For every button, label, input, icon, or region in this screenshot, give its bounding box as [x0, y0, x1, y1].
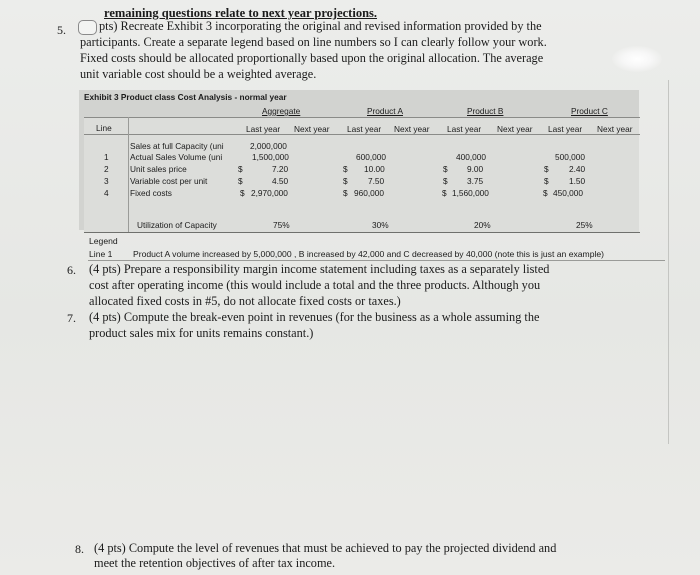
q6-line-1: (4 pts) Prepare a responsibility margin income statement including taxes as a separately listed [89, 262, 550, 276]
row-2-b-dollar: $ [443, 164, 448, 174]
a-next-year-header: Next year [394, 124, 430, 134]
row-3-b-dollar: $ [443, 176, 448, 186]
q5-line-3: Fixed costs should be allocated proportionally based upon the original allocation. The average [80, 51, 544, 65]
utilization-product-c: 25% [576, 220, 593, 230]
q8-line-2: meet the retention objectives of after tax income. [94, 556, 336, 570]
question-6-number: 6. [67, 263, 76, 277]
row-1-aggregate: 1,500,000 [252, 152, 289, 162]
points-box [78, 20, 97, 35]
q5-line-2: participants. Create a separate legend based on line numbers so I can clearly follow your work. [80, 35, 547, 49]
row-3-aggregate: 4.50 [272, 176, 289, 186]
row-4-line: 4 [104, 188, 109, 198]
row-3-line: 3 [104, 176, 109, 186]
question-8-number: 8. [75, 542, 84, 556]
question-5-number: 5. [57, 23, 66, 37]
row-3-a-dollar: $ [343, 176, 348, 186]
row-3-label: Variable cost per unit [130, 176, 208, 186]
group-product-b: Product B [467, 106, 504, 116]
row-1-line: 1 [104, 152, 109, 162]
line-column-header: Line [96, 123, 112, 133]
row-4-b-dollar: $ [442, 188, 447, 198]
utilization-label: Utilization of Capacity [137, 220, 217, 230]
row-2-product-b: 9.00 [467, 164, 484, 174]
row-1-product-b: 400,000 [456, 152, 486, 162]
capacity-aggregate: 2,000,000 [250, 141, 287, 151]
b-next-year-header: Next year [497, 124, 533, 134]
legend-line-text: Product A volume increased by 5,000,000 , B increased by 42,000 and C decreased by 40,000 (note this is just an example) [133, 249, 605, 259]
q7-line-2: product sales mix for units remains constant.) [89, 326, 314, 340]
group-aggregate: Aggregate [262, 106, 301, 116]
agg-next-year-header: Next year [294, 124, 330, 134]
row-3-product-c: 1.50 [569, 176, 586, 186]
row-4-label: Fixed costs [130, 188, 172, 198]
q5-line-1: pts) Recreate Exhibit 3 incorporating the original and revised information provided by the [99, 19, 542, 33]
row-4-product-c: 450,000 [553, 188, 583, 198]
q6-line-3: allocated fixed costs in #5, do not allocate fixed costs or taxes.) [89, 294, 401, 308]
legend-line-label: Line 1 [89, 249, 113, 259]
row-3-product-b: 3.75 [467, 176, 484, 186]
legend-underline [88, 260, 665, 261]
row-1-product-c: 500,000 [555, 152, 585, 162]
capacity-label: Sales at full Capacity (uni [130, 141, 224, 151]
row-2-c-dollar: $ [544, 164, 549, 174]
c-next-year-header: Next year [597, 124, 633, 134]
q6-line-2: cost after operating income (this would include a total and the three products. Although you [89, 278, 541, 292]
b-last-year-header: Last year [447, 124, 482, 134]
a-last-year-header: Last year [347, 124, 382, 134]
row-4-agg-dollar: $ [240, 188, 245, 198]
light-glare [612, 46, 662, 72]
q7-line-1: (4 pts) Compute the break-even point in revenues (for the business as a whole assuming the [89, 310, 540, 324]
row-2-a-dollar: $ [343, 164, 348, 174]
row-2-aggregate: 7.20 [272, 164, 289, 174]
header-rule [84, 117, 640, 118]
row-4-a-dollar: $ [343, 188, 348, 198]
q8-line-1: (4 pts) Compute the level of revenues that must be achieved to pay the projected dividend and [94, 541, 557, 555]
row-2-product-c: 2.40 [569, 164, 586, 174]
exhibit-title: Exhibit 3 Product class Cost Analysis - normal year [84, 92, 287, 102]
row-2-product-a: 10.00 [364, 164, 385, 174]
section-header: remaining questions relate to next year projections. [104, 6, 378, 20]
row-2-line: 2 [104, 164, 109, 174]
group-product-c: Product C [571, 106, 608, 116]
row-1-product-a: 600,000 [356, 152, 386, 162]
utilization-aggregate: 75% [273, 220, 290, 230]
row-4-product-b: 1,560,000 [452, 188, 489, 198]
table-bottom-rule [84, 232, 640, 233]
row-1-label: Actual Sales Volume (uni [130, 152, 223, 162]
group-product-a: Product A [367, 106, 403, 116]
legend-title: Legend [89, 236, 118, 246]
utilization-product-a: 30% [372, 220, 389, 230]
q5-line-4: unit variable cost should be a weighted average. [80, 67, 317, 81]
row-2-agg-dollar: $ [238, 164, 243, 174]
row-3-product-a: 7.50 [368, 176, 385, 186]
agg-last-year-header: Last year [246, 124, 281, 134]
column-divider [128, 117, 129, 233]
subheader-rule [84, 134, 640, 135]
row-4-aggregate: 2,970,000 [251, 188, 288, 198]
row-3-agg-dollar: $ [238, 176, 243, 186]
row-4-c-dollar: $ [543, 188, 548, 198]
row-4-product-a: 960,000 [354, 188, 384, 198]
question-7-number: 7. [67, 311, 76, 325]
row-3-c-dollar: $ [544, 176, 549, 186]
utilization-product-b: 20% [474, 220, 491, 230]
row-2-label: Unit sales price [130, 164, 187, 174]
c-last-year-header: Last year [548, 124, 583, 134]
page-edge-line [668, 80, 669, 444]
